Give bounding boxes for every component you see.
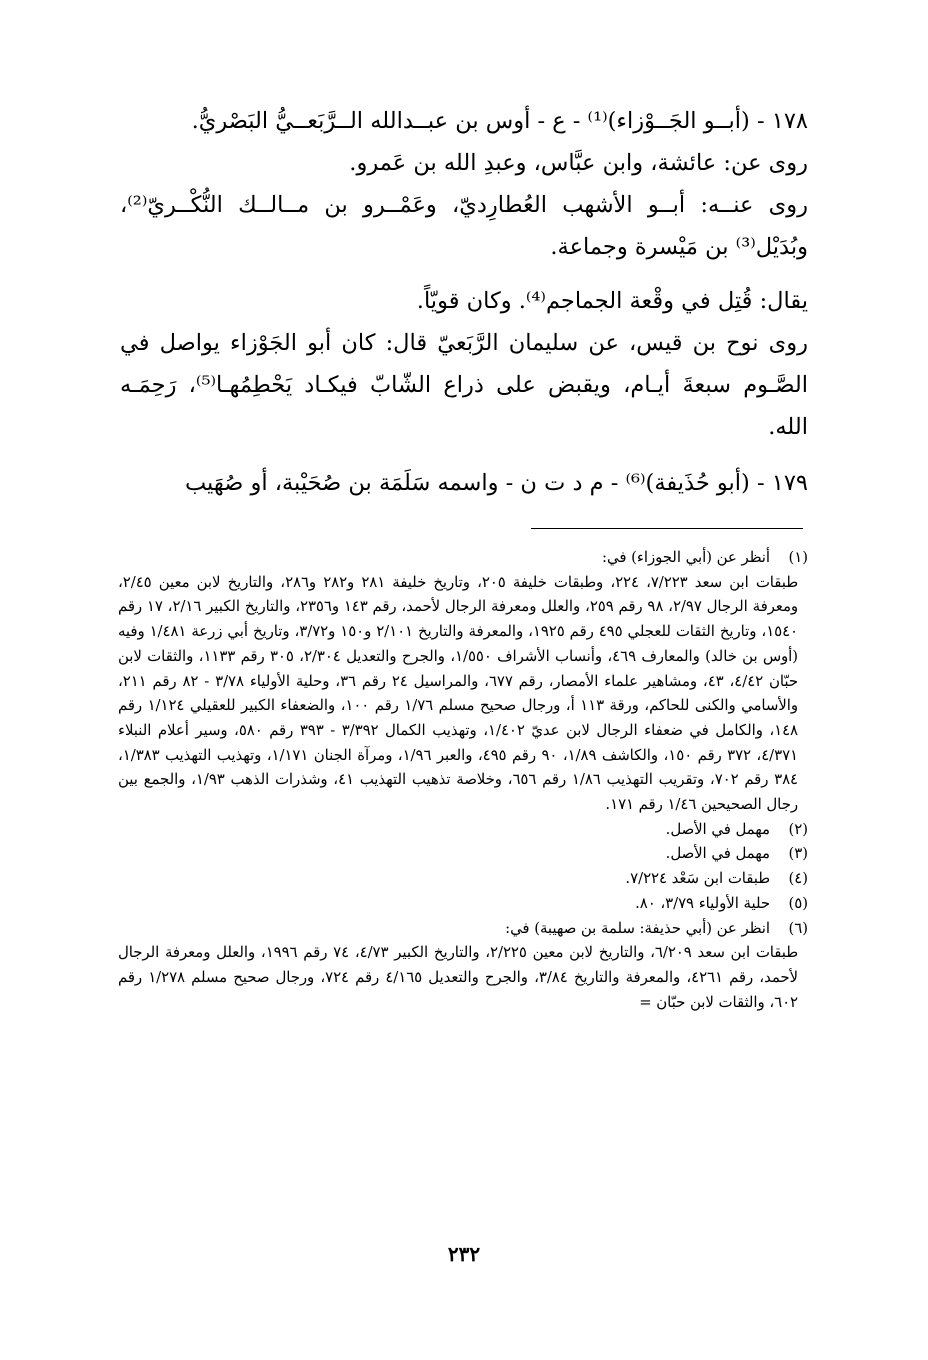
footnote-first-line: انظر عن (أبي حذيفة: سلمة بن صهيبة) في:	[505, 919, 770, 937]
footnote-number: (٢)	[788, 820, 808, 838]
entry-178-death-note: يقال: قُتِل في وقْعة الجماجم⁽⁴⁾. وكان قويّاً.	[416, 288, 808, 314]
footnote-continuation: طبقات ابن سعد ٦/٢٠٩، والتاريخ لابن معين ٢/٢٢٥، والتاريخ الكبير ٤/٧٣، ٧٤ رقم ١٩٩٦، والعلل ومعرفة الرجال لأحمد، رقم ٤٢٦١، والمعرفة والتاريخ ٣/٨٤، والجرح والتعديل ٤/١٦٥ رقم ٧٢٤، ورجال صحيح مسلم ١/٢٧٨ رقم ٦٠٢، والثقات لابن حبّان =	[118, 944, 799, 1011]
footnote-3	[118, 842, 808, 867]
footnote-number: (١)	[788, 549, 808, 566]
entry-178-anecdote: روى نوح بن قيس، عن سليمان الرَّبَعيّ قال: كان أبو الجَوْزاء يواصل في الصَّـوم سبعةَ أيـام، ويقبض على ذراع الشّابّ فيكـاد يَحْطِمُهـا⁽⁵⁾، رَحِمَـه الله.	[120, 330, 808, 440]
footnotes	[118, 546, 808, 1015]
entry-179-heading: ١٧٩ - (أبو حُذَيفة)⁽⁶⁾ - م د ت ن - واسمه سَلَمَة بن صُحَيْبة، أو صُهَيب	[184, 470, 808, 496]
entry-178-narrated-from: روى عن: عائشة، وابن عبَّاس، وعبدِ الله بن عَمرو.	[349, 150, 808, 176]
main-text	[120, 100, 808, 504]
footnote-5	[118, 892, 808, 917]
footnote-first-line: أنظر عن (أبي الجوزاء) في:	[602, 549, 770, 566]
footnote-continuation: طبقات ابن سعد ٧/٢٢٣، ٢٢٤، وطبقات خليفة ٢٠٥، وتاريخ خليفة ٢٨١ و٢٨٢ و٢٨٦، والتاريخ لابن معين ٢/٤٥، ومعرفة الرجال ٢/٩٧، ٩٨ رقم ٢٥٩، والعلل ومعرفة الرجال لأحمد، رقم ١٤٣ و٢٣٥٦، والتاريخ الكبير ٢/١٦، ١٧ رقم ١٥٤٠، وتاريخ الثقات للعجلي ٤٩٥ رقم ١٩٢٥، والمعرفة والتاريخ ٢/١٠١ و١٥٠ و٣/٧٢، وتاريخ أبي زرعة ١/٤٨١ وفيه (أوس بن خالد) والمعارف ٤٦٩، وأنساب الأشراف ١/٥٥٠، والجرح والتعديل ٢/٣٠٤، ٣٠٥ رقم ١١٣٣، والثقات لابن حبّان ٤/٤٢، ٤٣، ومشاهير علماء الأمصار، رقم ٦٧٧، والمراسيل ٢٤ رقم ٣٦، وحلية الأولياء ٣/٧٨ - ٨٢ رقم ٢١١، والأسامي والكنى للحاكم، ورقة ١١٣ أ، ورجال صحيح مسلم ١/٧٦ رقم ١٠٠، والضعفاء الكبير للعقيلي ١/١٢٤ رقم ١٤٨، والكامل في ضعفاء الرجال لابن عديّ ١/٤٠٢، وتهذيب الكمال ٣/٣٩٢ - ٣٩٣ رقم ٥٨٠، وسير أعلام النبلاء ٤/٣٧١، ٣٧٢ رقم ١٥٠، والكاشف ١/٨٩، ٩٠ رقم ٤٩٥، والعبر ١/٩٦، ومرآة الجنان ١/١٧١، وتهذيب التهذيب ١/٣٨٣، ٣٨٤ رقم ٧٠٢، وتقريب التهذيب ١/٨٦ رقم ٦٥٦، وخلاصة تذهيب التهذيب ٤١، وشذرات الذهب ١/٩٣، والجمع بين رجال الصحيحين ١/٤٦ رقم ١٧١.	[118, 573, 799, 814]
footnote-first-line: حلية الأولياء ٣/٧٩، ٨٠.	[635, 894, 770, 912]
entry-178-narrators: روى عنــه: أبــو الأشهب العُطارِديّ، وعَمْــرو بن مــالــك النُّكْــريّ⁽²⁾، وبُدَيْل⁽³⁾ بن مَيْسرة وجماعة.	[120, 192, 808, 260]
footnote-separator	[531, 528, 803, 529]
footnote-number: (٣)	[788, 845, 808, 863]
page-number: ٢٣٢	[447, 1242, 481, 1266]
footnote-first-line: مهمل في الأصل.	[665, 820, 770, 838]
entry-178-heading: ١٧٨ - (أبــو الجَــوْزاء)⁽¹⁾ - ع - أوس بن عبــدالله الــرَّبَعــيُّ البَصْريُّ.	[191, 108, 808, 134]
footnote-6	[118, 917, 808, 1016]
footnote-number: (٤)	[788, 870, 808, 888]
footnote-2	[118, 818, 808, 843]
footnote-first-line: طبقات ابن سَعْد ٧/٢٢٤.	[625, 870, 770, 888]
footnote-4	[118, 867, 808, 892]
footnote-number: (٦)	[788, 919, 808, 937]
footnote-number: (٥)	[788, 894, 808, 912]
footnote-1	[118, 546, 808, 818]
footnote-first-line: مهمل في الأصل.	[665, 845, 770, 863]
